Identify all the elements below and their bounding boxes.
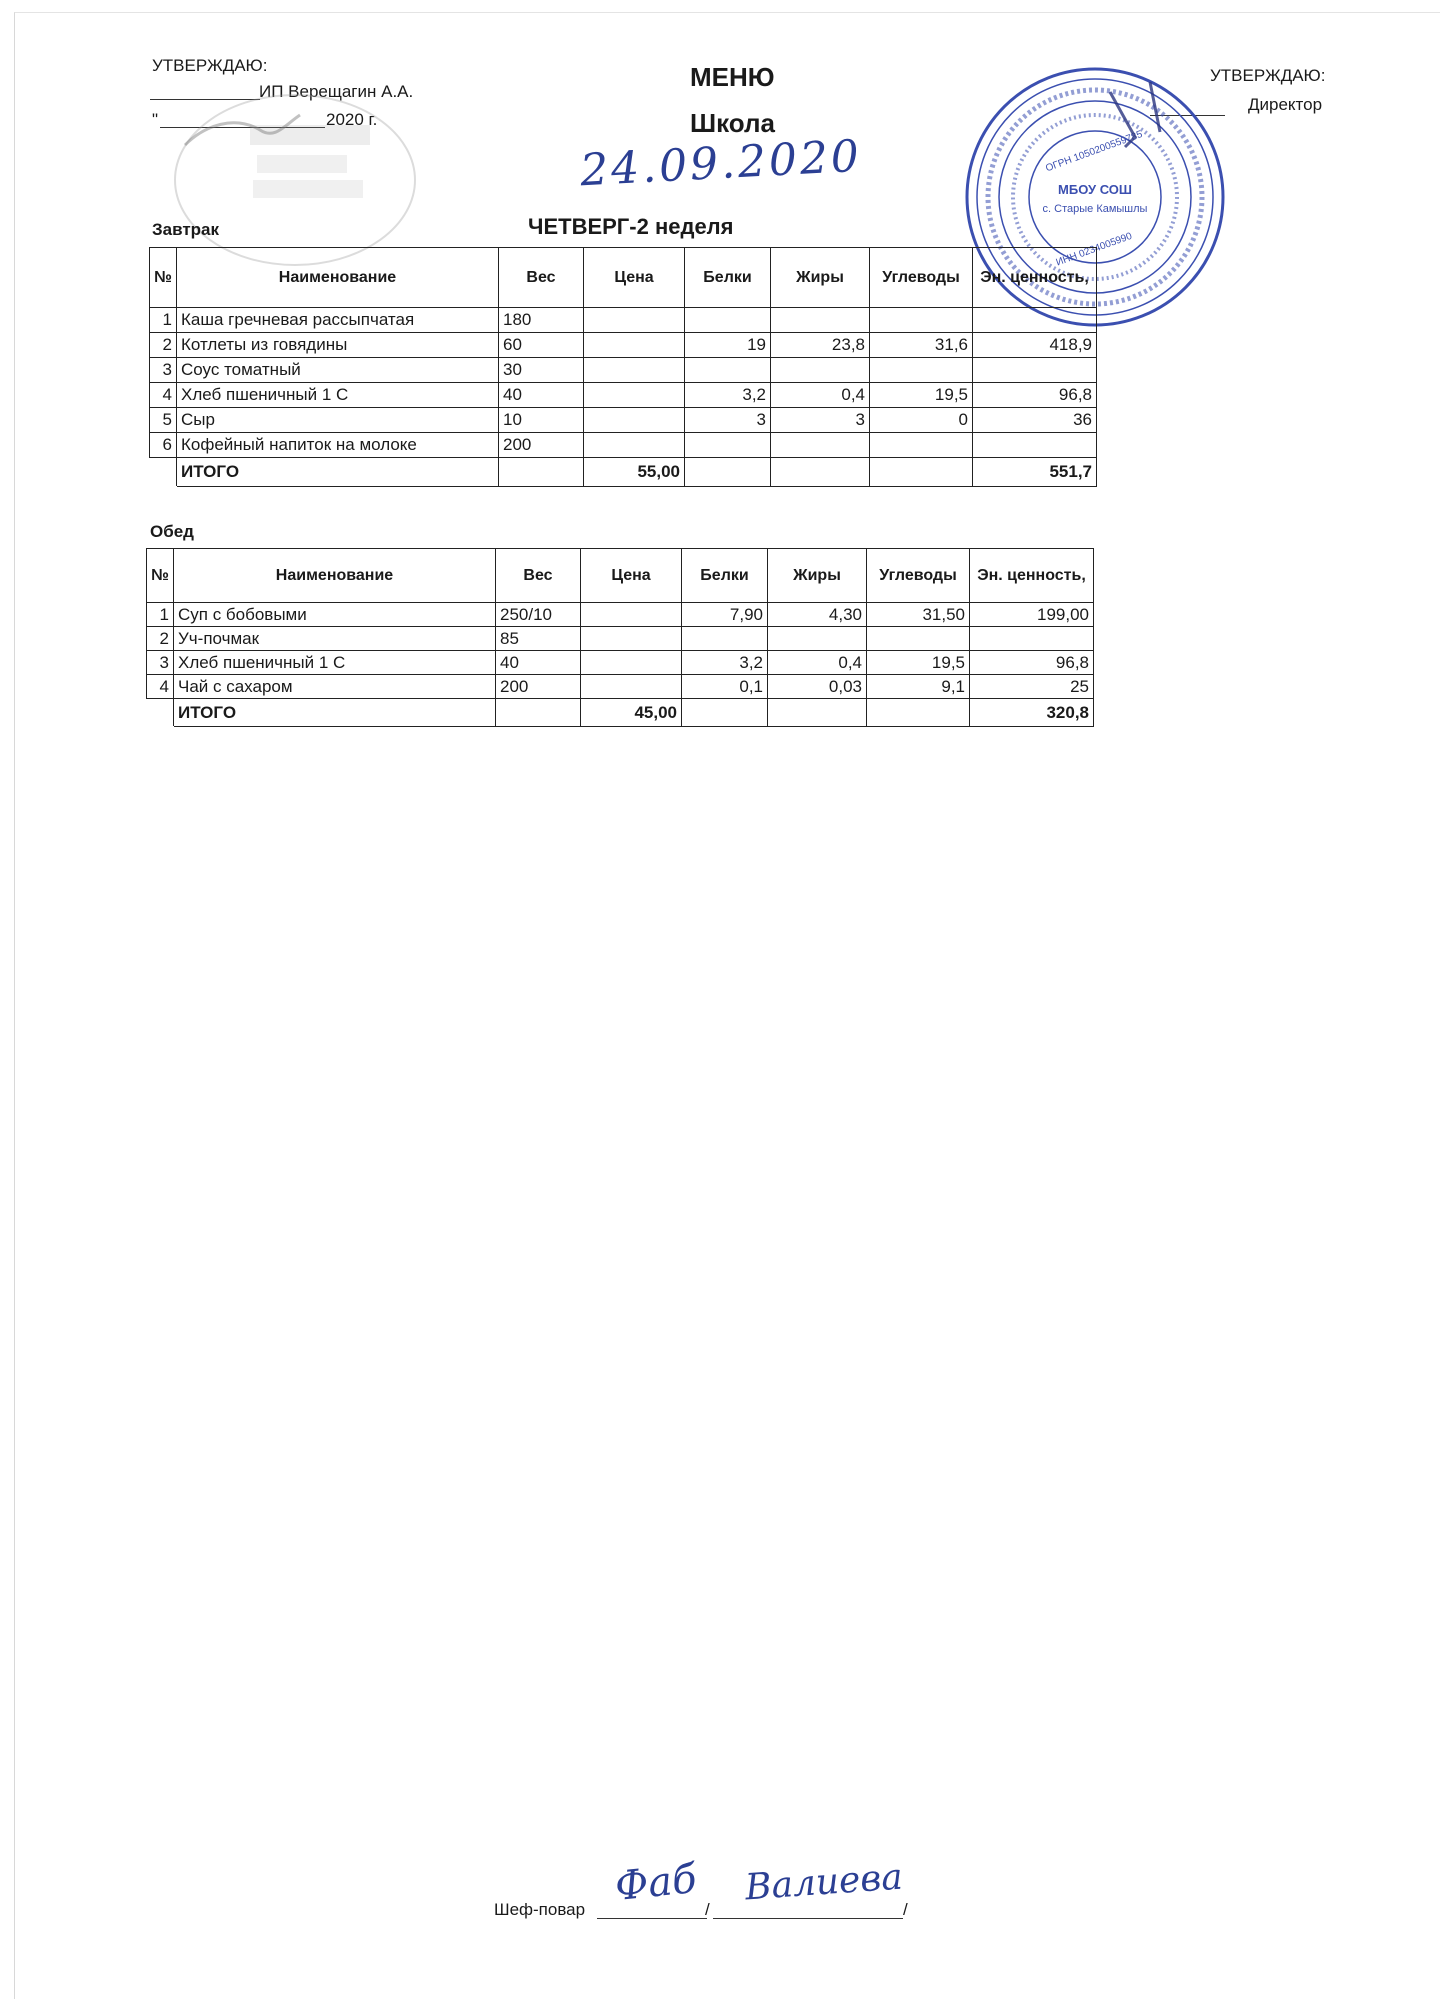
row-protein — [685, 433, 771, 458]
row-carbs: 19,5 — [867, 651, 970, 675]
chef-name-line — [713, 1918, 903, 1919]
row-energy — [973, 308, 1097, 333]
row-name: Уч-почмак — [174, 627, 496, 651]
row-protein — [685, 308, 771, 333]
row-protein: 19 — [685, 333, 771, 358]
total-weight-cell — [499, 458, 584, 487]
row-fat: 0,03 — [768, 675, 867, 699]
chef-signature-line — [597, 1918, 707, 1919]
row-fat — [771, 433, 870, 458]
row-fat: 0,4 — [771, 383, 870, 408]
page-title: МЕНЮ — [690, 62, 775, 92]
col-price-header: Цена — [584, 248, 685, 308]
row-name: Котлеты из говядины — [177, 333, 499, 358]
row-num: 2 — [150, 333, 177, 358]
total-price: 45,00 — [581, 699, 682, 727]
col-num-header: № — [150, 248, 177, 308]
approver-left-name: ИП Верещагин А.А. — [259, 82, 414, 101]
row-name: Чай с сахаром — [174, 675, 496, 699]
row-weight: 180 — [499, 308, 584, 333]
row-energy — [970, 627, 1094, 651]
row-carbs: 0 — [870, 408, 973, 433]
approve-left-label: УТВЕРЖДАЮ: — [152, 56, 268, 75]
col-name-header: Наименование — [177, 248, 499, 308]
total-energy: 320,8 — [970, 699, 1094, 727]
row-name: Соус томатный — [177, 358, 499, 383]
table-row — [150, 408, 1097, 433]
col-name-header: Наименование — [174, 549, 496, 603]
date-open-quote: " — [152, 110, 159, 129]
total-label: ИТОГО — [177, 458, 499, 487]
approval-date-year: 2020 г. — [326, 110, 378, 129]
total-label: ИТОГО — [174, 699, 496, 727]
row-energy: 25 — [970, 675, 1094, 699]
approve-right-label: УТВЕРЖДАЮ: — [1210, 66, 1326, 85]
row-name: Хлеб пшеничный 1 С — [174, 651, 496, 675]
row-carbs — [867, 627, 970, 651]
table-row — [147, 603, 1094, 627]
stamp-center-name: МБОУ СОШ — [1058, 182, 1132, 197]
lunch-header-row — [147, 549, 1094, 603]
row-fat — [771, 358, 870, 383]
breakfast-table — [149, 247, 1097, 487]
row-carbs — [870, 433, 973, 458]
stamp-ogrn: ОГРН 1050200559785 — [1044, 129, 1145, 175]
row-num: 1 — [147, 603, 174, 627]
handwritten-date: 24.09.2020 — [578, 130, 864, 197]
row-weight: 40 — [496, 651, 581, 675]
row-energy: 96,8 — [970, 651, 1094, 675]
row-carbs — [870, 358, 973, 383]
breakfast-total-row — [150, 458, 1097, 487]
row-price — [584, 383, 685, 408]
table-row — [147, 651, 1094, 675]
row-price — [584, 333, 685, 358]
chef-label: Шеф-повар — [494, 1900, 586, 1919]
row-num: 2 — [147, 627, 174, 651]
total-price: 55,00 — [584, 458, 685, 487]
chef-end-mark: / — [903, 1900, 908, 1919]
table-row — [150, 333, 1097, 358]
row-fat: 4,30 — [768, 603, 867, 627]
total-carbs-cell — [870, 458, 973, 487]
row-weight: 200 — [496, 675, 581, 699]
lunch-table — [146, 548, 1094, 727]
row-carbs: 19,5 — [870, 383, 973, 408]
row-name: Суп с бобовыми — [174, 603, 496, 627]
chef-separator: / — [705, 1900, 710, 1919]
row-protein — [682, 627, 768, 651]
row-weight: 250/10 — [496, 603, 581, 627]
lunch-total-row — [147, 699, 1094, 727]
row-weight: 85 — [496, 627, 581, 651]
row-energy: 418,9 — [973, 333, 1097, 358]
total-protein-cell — [685, 458, 771, 487]
table-row — [147, 627, 1094, 651]
day-label: ЧЕТВЕРГ-2 неделя — [528, 214, 734, 239]
row-name: Кофейный напиток на молоке — [177, 433, 499, 458]
row-fat — [768, 627, 867, 651]
col-weight-header: Вес — [499, 248, 584, 308]
row-energy — [973, 433, 1097, 458]
row-energy — [973, 358, 1097, 383]
total-empty-cell — [150, 458, 177, 487]
col-energy-header: Эн. ценность, — [973, 248, 1097, 308]
row-name: Каша гречневая рассыпчатая — [177, 308, 499, 333]
row-weight: 30 — [499, 358, 584, 383]
row-fat — [771, 308, 870, 333]
row-price — [581, 651, 682, 675]
total-empty-cell — [147, 699, 174, 727]
total-fat-cell — [768, 699, 867, 727]
row-carbs: 9,1 — [867, 675, 970, 699]
row-protein: 0,1 — [682, 675, 768, 699]
row-weight: 10 — [499, 408, 584, 433]
col-weight-header: Вес — [496, 549, 581, 603]
row-num: 3 — [150, 358, 177, 383]
row-price — [581, 603, 682, 627]
row-protein: 3 — [685, 408, 771, 433]
breakfast-header-row — [150, 248, 1097, 308]
row-protein: 7,90 — [682, 603, 768, 627]
row-weight: 200 — [499, 433, 584, 458]
approver-right-title: Директор — [1248, 95, 1323, 114]
col-protein-header: Белки — [685, 248, 771, 308]
total-energy: 551,7 — [973, 458, 1097, 487]
breakfast-section-label: Завтрак — [152, 220, 220, 239]
row-protein: 3,2 — [682, 651, 768, 675]
row-price — [584, 308, 685, 333]
row-fat: 23,8 — [771, 333, 870, 358]
row-num: 4 — [150, 383, 177, 408]
row-name: Хлеб пшеничный 1 С — [177, 383, 499, 408]
row-carbs — [870, 308, 973, 333]
chef-signature: Фаб — [612, 1855, 699, 1911]
row-num: 1 — [150, 308, 177, 333]
total-fat-cell — [771, 458, 870, 487]
row-carbs: 31,6 — [870, 333, 973, 358]
row-carbs: 31,50 — [867, 603, 970, 627]
stamp-center-place: с. Старые Камышлы — [1042, 203, 1148, 215]
row-num: 4 — [147, 675, 174, 699]
row-num: 6 — [150, 433, 177, 458]
total-carbs-cell — [867, 699, 970, 727]
page-subtitle: Школа — [690, 108, 776, 138]
col-carbs-header: Углеводы — [870, 248, 973, 308]
row-weight: 60 — [499, 333, 584, 358]
total-protein-cell — [682, 699, 768, 727]
row-fat: 3 — [771, 408, 870, 433]
stamp-inn: ИНН 0234005990 — [1054, 230, 1134, 269]
row-protein: 3,2 — [685, 383, 771, 408]
col-fat-header: Жиры — [771, 248, 870, 308]
row-num: 3 — [147, 651, 174, 675]
row-energy: 96,8 — [973, 383, 1097, 408]
row-price — [584, 408, 685, 433]
row-price — [581, 675, 682, 699]
row-price — [584, 358, 685, 383]
row-name: Сыр — [177, 408, 499, 433]
table-row — [150, 433, 1097, 458]
row-energy: 36 — [973, 408, 1097, 433]
col-protein-header: Белки — [682, 549, 768, 603]
table-row — [150, 383, 1097, 408]
lunch-section-label: Обед — [150, 522, 194, 541]
col-num-header: № — [147, 549, 174, 603]
row-price — [584, 433, 685, 458]
col-fat-header: Жиры — [768, 549, 867, 603]
table-row — [150, 308, 1097, 333]
col-energy-header: Эн. ценность, — [970, 549, 1094, 603]
chef-name-handwritten: Валиева — [743, 1856, 904, 1909]
row-price — [581, 627, 682, 651]
table-row — [147, 675, 1094, 699]
row-protein — [685, 358, 771, 383]
row-weight: 40 — [499, 383, 584, 408]
col-price-header: Цена — [581, 549, 682, 603]
table-row — [150, 358, 1097, 383]
row-energy: 199,00 — [970, 603, 1094, 627]
row-num: 5 — [150, 408, 177, 433]
total-weight-cell — [496, 699, 581, 727]
row-fat: 0,4 — [768, 651, 867, 675]
col-carbs-header: Углеводы — [867, 549, 970, 603]
